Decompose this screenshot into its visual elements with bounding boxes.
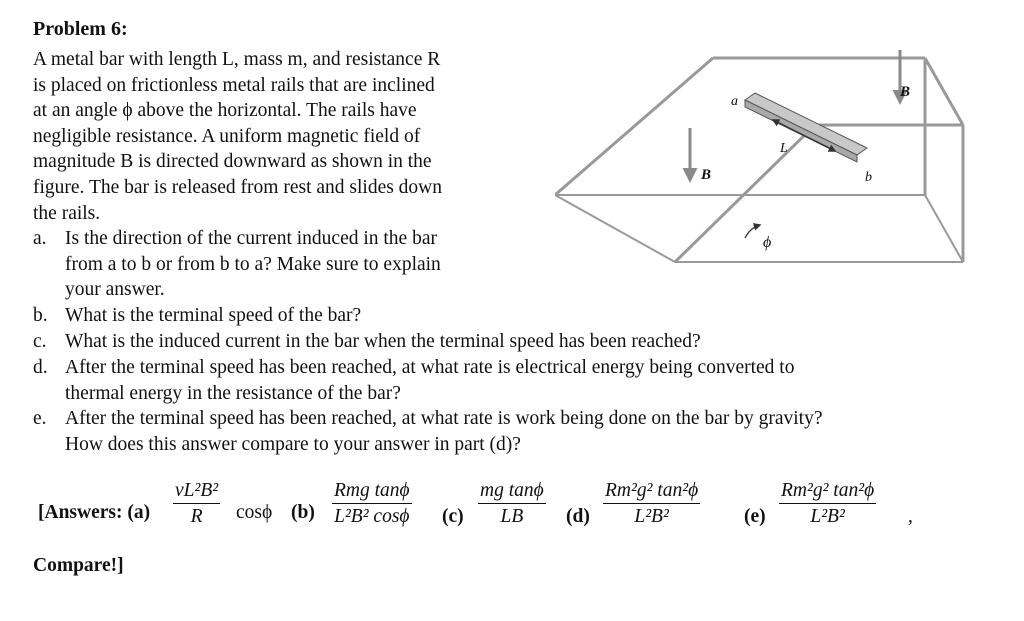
answer-b-label: (b) — [291, 502, 315, 523]
label-a: a — [731, 94, 738, 109]
question-label: e. — [33, 408, 47, 429]
inclined-rails-figure — [555, 40, 975, 265]
angle-arc — [745, 225, 760, 238]
answer-a-suffix: cosϕ — [236, 502, 273, 523]
answers-end-comma: , — [908, 506, 913, 527]
question-line: thermal energy in the resistance of the bar? — [65, 382, 401, 404]
answer-c-denominator: LB — [500, 506, 524, 527]
answers-heading: [Answers: (a) — [38, 502, 151, 523]
answer-c-label: (c) — [442, 506, 464, 527]
answer-c-numerator: mg tanϕ — [478, 480, 546, 504]
answer-b-numerator: Rmg tanϕ — [332, 480, 412, 504]
question-text — [65, 303, 361, 329]
metal-bar — [745, 93, 867, 162]
base-plane — [555, 195, 963, 262]
label-b: b — [865, 170, 872, 185]
answer-b-fraction — [332, 480, 412, 528]
statement-line: at an angle ϕ above the horizontal. The rails have — [33, 100, 417, 122]
question-line: What is the induced current in the bar when the terminal speed has been reached? — [65, 331, 701, 352]
answer-a-denominator: R — [190, 506, 203, 527]
question-label: a. — [33, 228, 47, 249]
answers-line — [38, 480, 998, 550]
problem-title: Problem 6: — [33, 18, 128, 40]
label-phi: ϕ — [763, 234, 772, 251]
question-text — [65, 226, 441, 303]
answer-c-fraction — [478, 480, 546, 528]
question-line: After the terminal speed has been reached, at what rate is electrical energy being converted to — [65, 357, 795, 378]
question-line: What is the terminal speed of the bar? — [65, 305, 362, 326]
question-line: your answer. — [65, 279, 165, 301]
answer-d-numerator: Rm²g² tan²ϕ — [603, 480, 700, 504]
answers-compare: Compare!] — [33, 555, 124, 576]
question-line: Is the direction of the current induced in the bar — [65, 228, 437, 249]
statement-line: figure. The bar is released from rest and slides down — [33, 176, 443, 198]
statement-line: is placed on frictionless metal rails that are inclined — [33, 74, 435, 96]
question-label: b. — [33, 305, 48, 326]
question-text — [65, 355, 794, 406]
question-line: How does this answer compare to your answer in part (d)? — [65, 433, 521, 455]
answer-d-label: (d) — [566, 506, 590, 527]
question-text — [65, 329, 701, 355]
label-B-right: B — [900, 84, 911, 100]
answer-e-label: (e) — [744, 506, 766, 527]
answer-e-fraction — [779, 480, 876, 528]
statement-line: A metal bar with length L, mass m, and resistance R — [33, 49, 441, 70]
question-text — [65, 406, 823, 457]
statement-line: negligible resistance. A uniform magnetic field of — [33, 125, 421, 147]
statement-line: magnitude B is directed downward as shown in the — [33, 151, 432, 173]
problem-statement — [33, 47, 523, 226]
question-line: After the terminal speed has been reached, at what rate is work being done on the bar by gravity? — [65, 408, 823, 429]
answer-d-denominator: L²B² — [634, 506, 669, 527]
answer-e-numerator: Rm²g² tan²ϕ — [779, 480, 876, 504]
answer-e-denominator: L²B² — [810, 506, 845, 527]
question-line: from a to b or from b to a? Make sure to explain — [65, 253, 441, 275]
question-label: c. — [33, 331, 47, 352]
answer-d-fraction — [603, 480, 700, 528]
answer-b-denominator: L²B² cosϕ — [334, 506, 410, 527]
question-label: d. — [33, 357, 48, 378]
answer-a-numerator: vL²B² — [173, 480, 220, 504]
label-L: L — [780, 141, 788, 156]
label-B-left: B — [701, 167, 712, 183]
statement-line: the rails. — [33, 202, 101, 224]
answer-a-fraction — [173, 480, 220, 528]
